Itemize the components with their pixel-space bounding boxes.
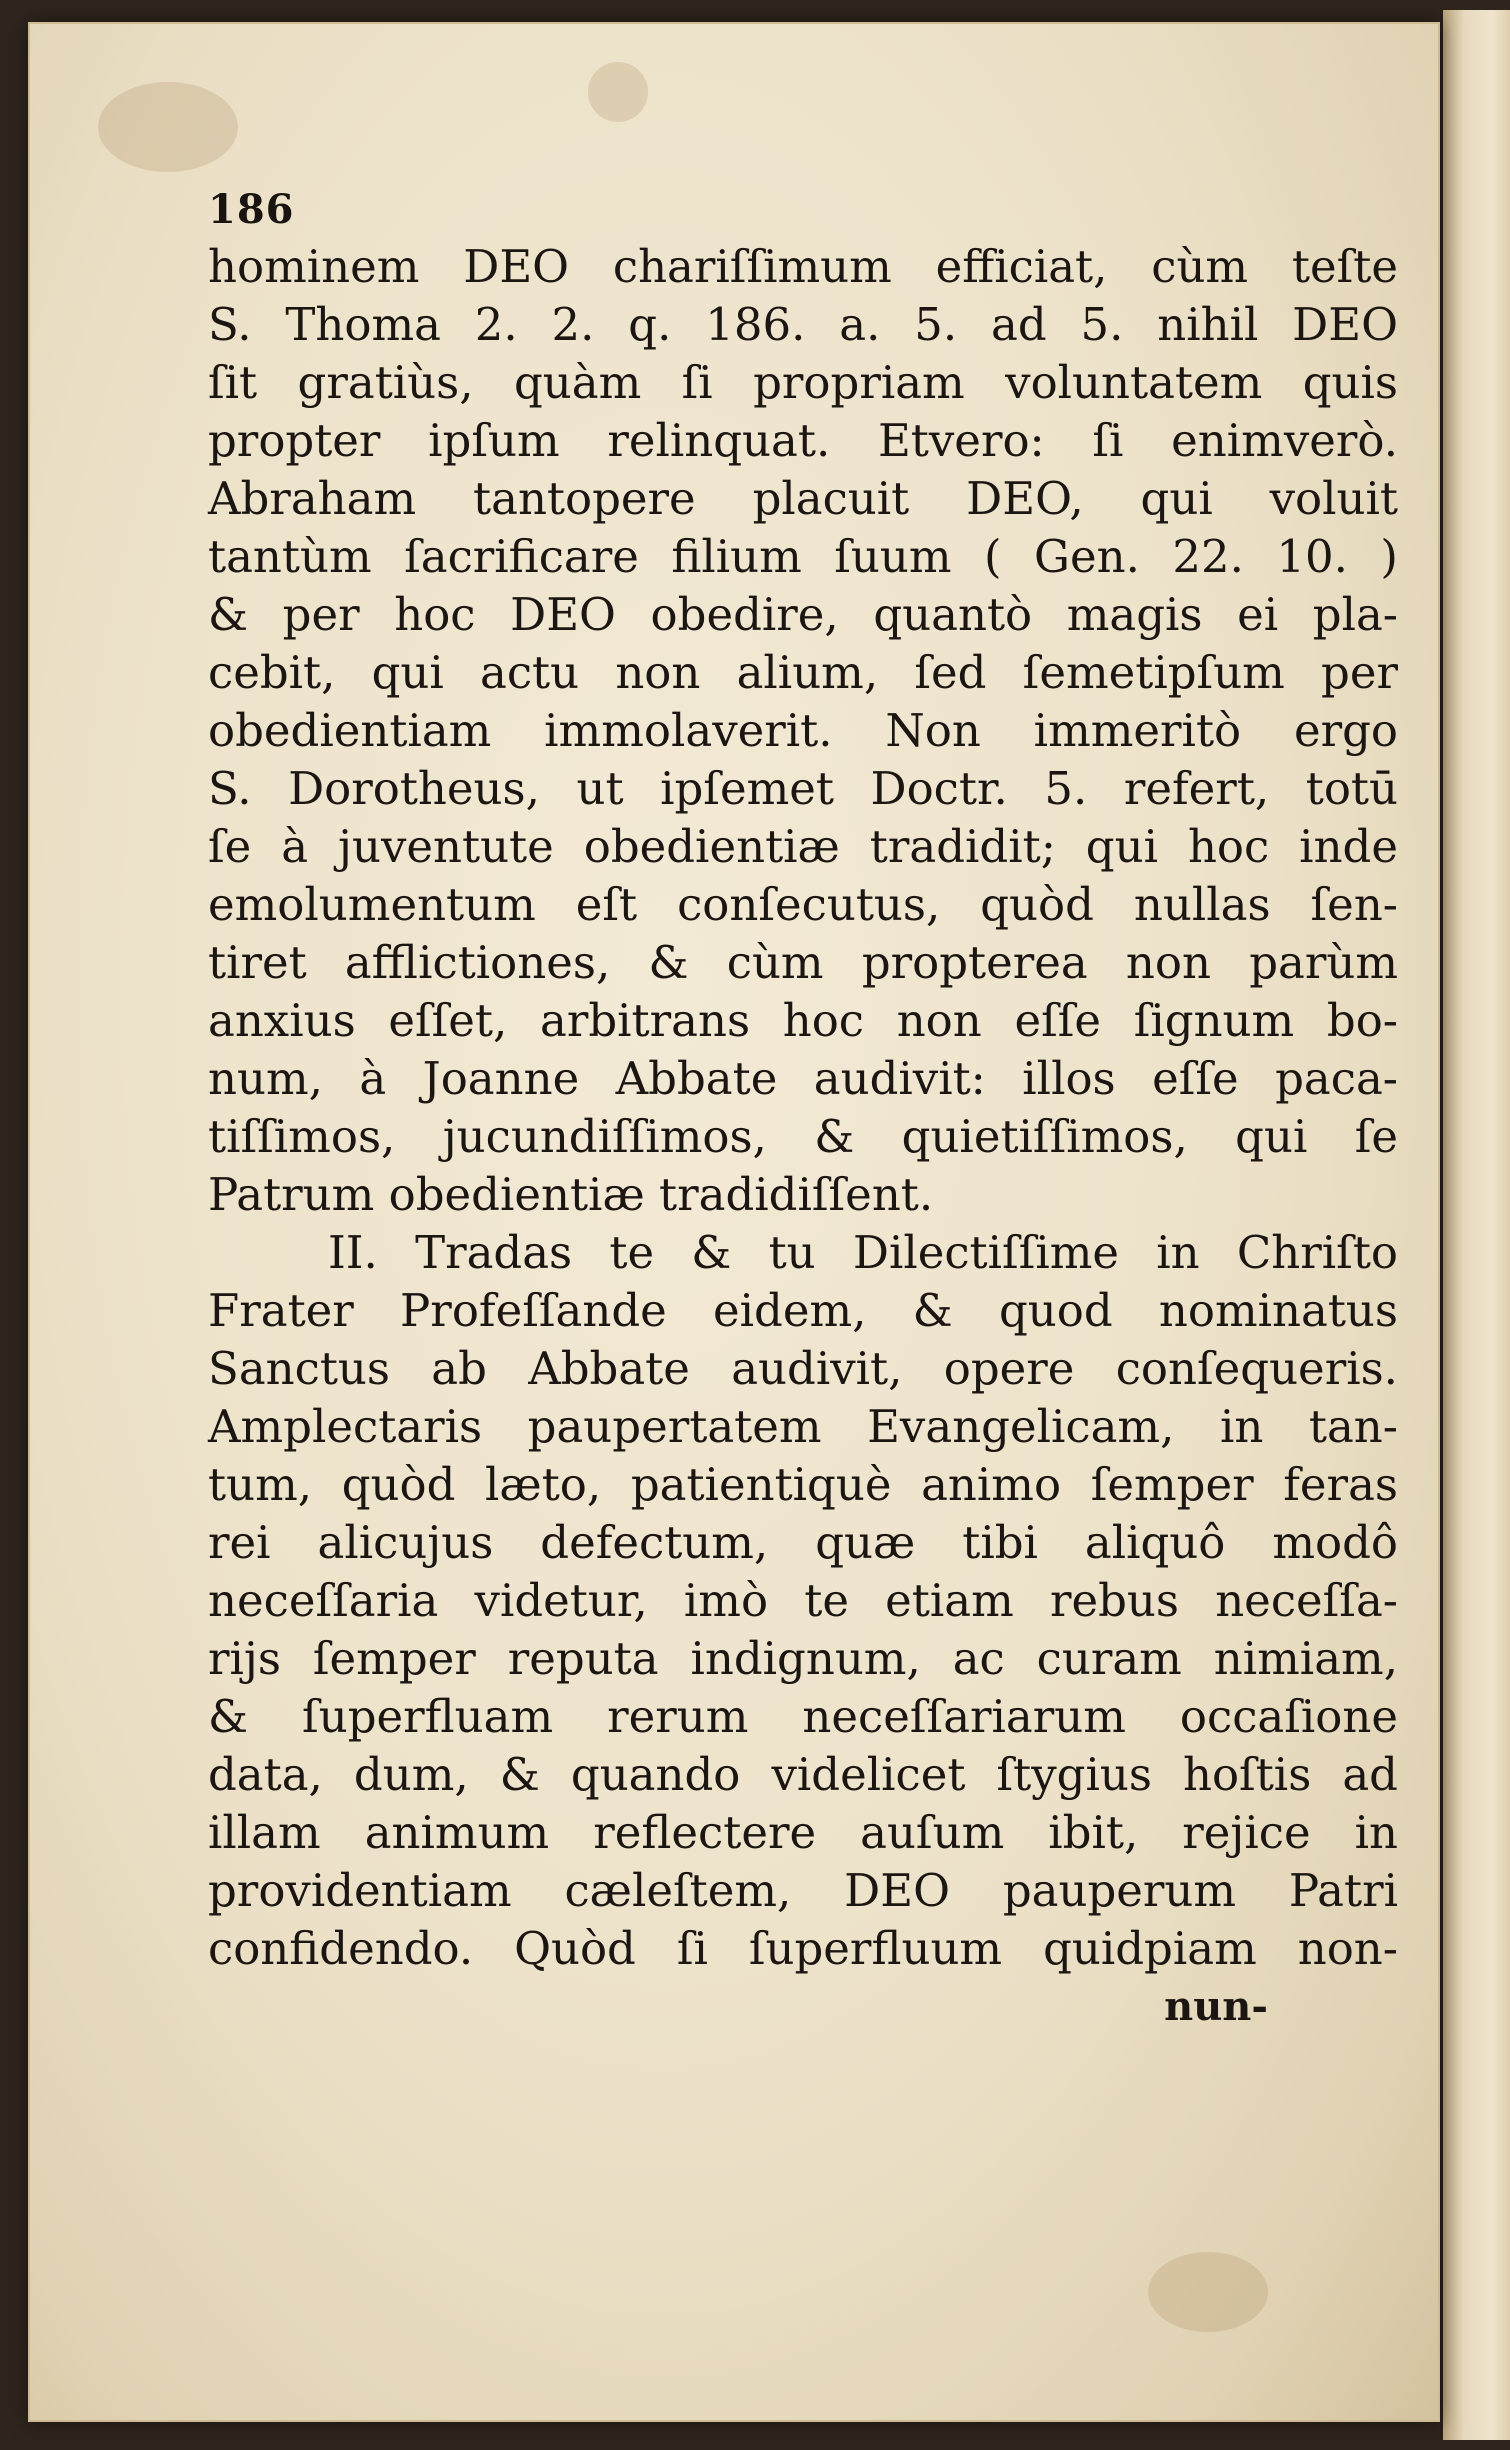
- text-line: obedientiam immolaverit. Non immeritò ergo: [208, 704, 1398, 757]
- text-line: Amplectaris paupertatem Evangelicam, in tan-: [208, 1400, 1398, 1453]
- text-line: Sanctus ab Abbate audivit, opere conſequeris.: [208, 1342, 1398, 1395]
- text-line: ſe à juventute obedientiæ tradidit; qui hoc inde: [208, 820, 1398, 873]
- text-line: hominem DEO chariſſimum efficiat, cùm teſte: [208, 240, 1398, 293]
- text-line: illam animum reflectere auſum ibit, rejice in: [208, 1806, 1398, 1859]
- text-line: cebit, qui actu non alium, ſed ſemetipſum per: [208, 646, 1398, 699]
- text-line: S. Dorotheus, ut ipſemet Doctr. 5. refert, totū: [208, 762, 1398, 815]
- page-number: 186: [208, 186, 295, 233]
- text-line: propter ipſum relinquat. Etvero: ſi enimverò.: [208, 414, 1398, 467]
- text-line: S. Thoma 2. 2. q. 186. a. 5. ad 5. nihil DEO: [208, 298, 1398, 351]
- facing-page-edge: [1440, 10, 1510, 2440]
- text-line: ſit gratiùs, quàm ſi propriam voluntatem quis: [208, 356, 1398, 409]
- text-line: tiſſimos, jucundiſſimos, & quietiſſimos, qui ſe: [208, 1110, 1398, 1163]
- paragraph-end-line: Patrum obedientiæ tradidiſſent.: [208, 1168, 934, 1221]
- foxing-stain: [98, 82, 238, 172]
- text-line: emolumentum eſt conſecutus, quòd nullas ſen-: [208, 878, 1398, 931]
- text-line: & per hoc DEO obedire, quantò magis ei pla-: [208, 588, 1398, 641]
- text-line: data, dum, & quando videlicet ſtygius hoſtis ad: [208, 1748, 1398, 1801]
- text-line: & ſuperfluam rerum neceſſariarum occaſione: [208, 1690, 1398, 1743]
- foxing-stain: [1148, 2252, 1268, 2332]
- catchword: nun-: [1164, 1983, 1268, 2030]
- text-line: rijs ſemper reputa indignum, ac curam nimiam,: [208, 1632, 1398, 1685]
- text-line: tum, quòd læto, patientiquè animo ſemper feras: [208, 1458, 1398, 1511]
- text-line: rei alicujus defectum, quæ tibi aliquô modô: [208, 1516, 1398, 1569]
- text-line: num, à Joanne Abbate audivit: illos eſſe paca-: [208, 1052, 1398, 1105]
- text-line: Abraham tantopere placuit DEO, qui voluit: [208, 472, 1398, 525]
- text-line: neceſſaria videtur, imò te etiam rebus neceſſa-: [208, 1574, 1398, 1627]
- text-line: providentiam cæleſtem, DEO pauperum Patri: [208, 1864, 1398, 1917]
- text-line: tantùm ſacrificare filium ſuum ( Gen. 22. 10. ): [208, 530, 1398, 583]
- text-line: Frater Profeſſande eidem, & quod nominatus: [208, 1284, 1398, 1337]
- text-line: confidendo. Quòd ſi ſuperfluum quidpiam non-: [208, 1922, 1398, 1975]
- section-start-line: II. Tradas te & tu Dilectiſſime in Chriſto: [328, 1226, 1398, 1279]
- foxing-stain: [588, 62, 648, 122]
- text-line: anxius eſſet, arbitrans hoc non eſſe ſignum bo-: [208, 994, 1398, 1047]
- text-block: [208, 182, 1398, 2036]
- text-line: tiret afflictiones, & cùm propterea non parùm: [208, 936, 1398, 989]
